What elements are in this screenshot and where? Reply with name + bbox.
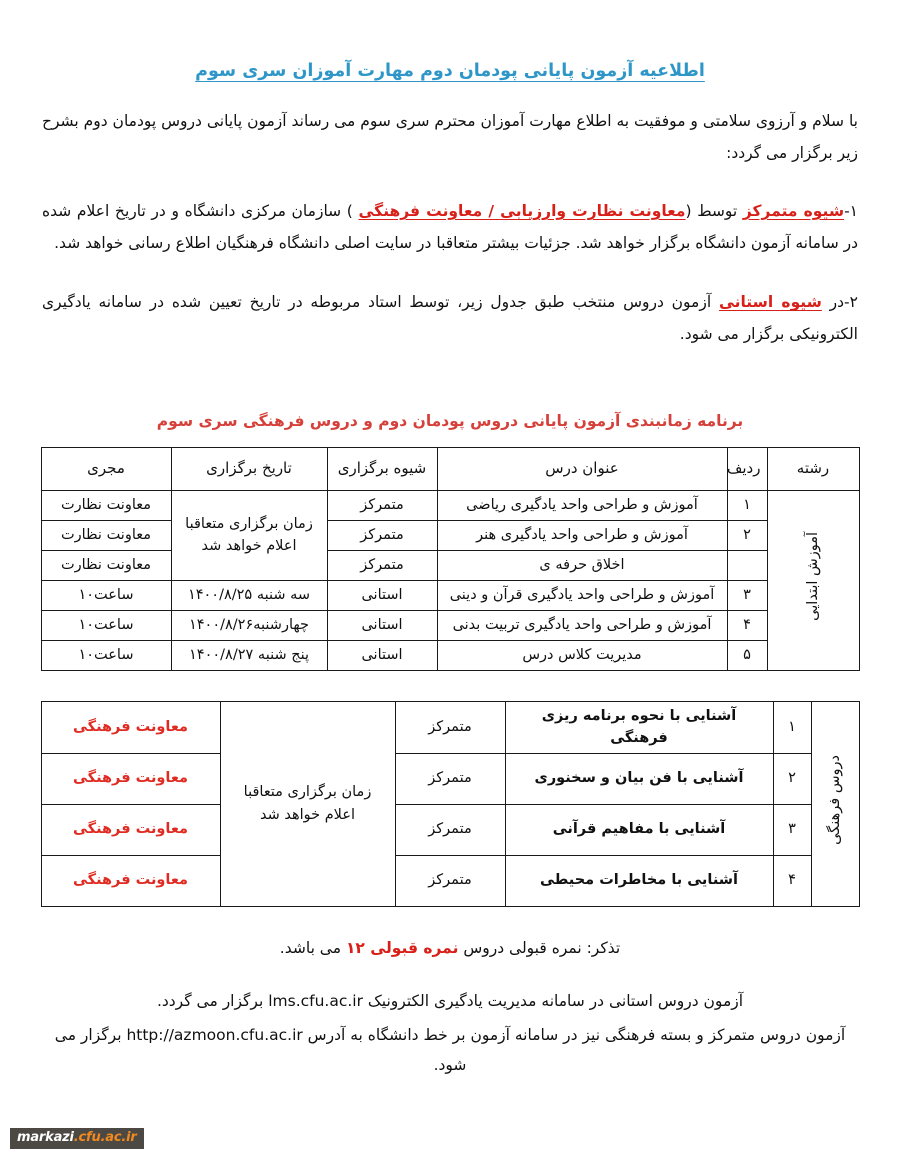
- cell-shiveh: متمرکز: [327, 490, 437, 520]
- cell-course-title: آشنایی با مخاطرات محیطی: [505, 855, 773, 906]
- table-row: [41, 550, 859, 580]
- cell-radif: ۱: [727, 490, 767, 520]
- cell-merged-date: زمان برگزاری متعاقبا اعلام خواهد شد: [171, 490, 327, 580]
- table-row: [41, 520, 859, 550]
- cell-radif: ۱: [773, 701, 811, 753]
- intro-text: با سلام و آرزوی سلامتی و موفقیت به اطلاع مهارت آموزان محترم سری سوم می رساند آزمون پایانی دروس پودمان دوم بشرح زیر برگزار می گردد:: [42, 112, 858, 163]
- cell-mojri: ساعت۱۰: [41, 640, 171, 670]
- cell-radif: ۲: [727, 520, 767, 550]
- table-spacer: [36, 671, 864, 701]
- cell-shiveh: متمرکز: [395, 804, 505, 855]
- cell-course-title: آموزش و طراحی واحد یادگیری ریاضی: [437, 490, 727, 520]
- group-label-amoozesh-ebtedaei: آموزش ابتدایی: [767, 490, 859, 670]
- cell-date: سه شنبه ۱۴۰۰/۸/۲۵: [171, 580, 327, 610]
- cell-course-title: آشنایی با نحوه برنامه ریزی فرهنگی: [505, 701, 773, 753]
- schedule-caption: برنامه زمانبندی آزمون پایانی دروس پودمان دوم و دروس فرهنگی سری سوم: [156, 411, 744, 430]
- header-reshteh: رشته: [767, 447, 859, 490]
- cell-merged-date: زمان برگزاری متعاقبا اعلام خواهد شد: [220, 701, 395, 906]
- table-row: [41, 701, 859, 753]
- azmoon-info-line: [36, 1016, 864, 1080]
- cell-radif: ۳: [727, 580, 767, 610]
- item1-highlight-moavenat: معاونت نظارت وارزیابی / معاونت فرهنگی: [358, 201, 686, 220]
- item2-paragraph: [36, 287, 864, 351]
- cell-mojri: معاونت نظارت: [41, 490, 171, 520]
- cell-mojri: معاونت فرهنگی: [41, 701, 220, 753]
- cell-date: پنج شنبه ۱۴۰۰/۸/۲۷: [171, 640, 327, 670]
- header-onvan-dars: عنوان درس: [437, 447, 727, 490]
- header-shiveh-bargozari: شیوه برگزاری: [327, 447, 437, 490]
- schedule-table-primary: [41, 447, 860, 671]
- cell-shiveh: استانی: [327, 610, 437, 640]
- note-prefix: تذکر: نمره قبولی دروس: [458, 938, 621, 957]
- item1-prefix: ۱-: [844, 201, 858, 220]
- cell-course-title: آموزش و طراحی واحد یادگیری تربیت بدنی: [437, 610, 727, 640]
- schedule-table-cultural: [41, 701, 860, 907]
- cell-shiveh: استانی: [327, 640, 437, 670]
- header-radif: ردیف: [727, 447, 767, 490]
- cell-mojri: ساعت۱۰: [41, 610, 171, 640]
- cell-mojri: معاونت فرهنگی: [41, 804, 220, 855]
- header-mojri: مجری: [41, 447, 171, 490]
- azmoon-url-link[interactable]: http://azmoon.cfu.ac.ir: [126, 1025, 303, 1044]
- lms-info-line: [36, 964, 864, 1016]
- cell-mojri: معاونت نظارت: [41, 550, 171, 580]
- table-row: [41, 640, 859, 670]
- cell-shiveh: متمرکز: [395, 701, 505, 753]
- cell-course-title: اخلاق حرفه ی: [437, 550, 727, 580]
- table-row: [41, 610, 859, 640]
- cell-shiveh: متمرکز: [327, 550, 437, 580]
- cell-shiveh: استانی: [327, 580, 437, 610]
- item1-mid1: توسط (: [685, 201, 743, 220]
- page-title: اطلاعیه آزمون پایانی پودمان دوم مهارت آموزان سری سوم: [195, 61, 705, 81]
- cell-shiveh: متمرکز: [395, 855, 505, 906]
- azmoon-suffix: برگزار می شود.: [54, 1025, 467, 1075]
- azmoon-prefix: آزمون دروس متمرکز و بسته فرهنگی نیز در سامانه آزمون بر خط دانشگاه به آدرس: [302, 1025, 846, 1044]
- cell-radif: ۵: [727, 640, 767, 670]
- lms-suffix: برگزار می گردد.: [156, 991, 269, 1010]
- cell-mojri: معاونت فرهنگی: [41, 855, 220, 906]
- item1-rest: ) سازمان مرکزی دانشگاه و در تاریخ اعلام شده در سامانه آزمون دانشگاه برگزار خواهد شد. جزئیات بیشتر متعاقبا در سایت اصلی دانشگاه فرهنگیان اطلاع رسانی خواهد شد.: [42, 201, 858, 252]
- item2-highlight-ostani: شیوه استانی: [718, 293, 822, 312]
- cell-radif: ۴: [727, 610, 767, 640]
- item2-rest: آزمون دروس منتخب طبق جدول زیر، توسط استاد مربوطه در تاریخ تعیین شده در سامانه یادگیری الکترونیکی برگزار می شود.: [42, 293, 858, 344]
- intro-paragraph: [36, 106, 864, 170]
- item1-paragraph: [36, 196, 864, 260]
- cell-course-title: آشنایی با فن بیان و سخنوری: [505, 753, 773, 804]
- table-row: [41, 753, 859, 804]
- cell-mojri: معاونت فرهنگی: [41, 753, 220, 804]
- cell-mojri: معاونت نظارت: [41, 520, 171, 550]
- table-row: [41, 580, 859, 610]
- watermark-part-domain: .cfu.ac.ir: [73, 1129, 137, 1145]
- lms-prefix: آزمون دروس استانی در سامانه مدیریت یادگیری الکترونیک: [362, 991, 744, 1010]
- note-highlight-grade: نمره قبولی ۱۲: [345, 938, 459, 957]
- cell-course-title: مدیریت کلاس درس: [437, 640, 727, 670]
- item2-prefix: ۲-در: [821, 293, 858, 312]
- cell-course-title: آموزش و طراحی واحد یادگیری هنر: [437, 520, 727, 550]
- cell-mojri: ساعت۱۰: [41, 580, 171, 610]
- table-row: [41, 855, 859, 906]
- group-label-doroos-farhangi: دروس فرهنگی: [811, 701, 859, 906]
- note-suffix: می باشد.: [279, 938, 346, 957]
- watermark-part-markazi: markazi: [17, 1129, 74, 1145]
- item1-highlight-motemarkez: شیوه متمرکز: [742, 201, 845, 220]
- table-row: [41, 490, 859, 520]
- cell-shiveh: متمرکز: [395, 753, 505, 804]
- cell-radif: ۴: [773, 855, 811, 906]
- cell-date: چهارشنبه۱۴۰۰/۸/۲۶: [171, 610, 327, 640]
- lms-url-link[interactable]: lms.cfu.ac.ir: [268, 991, 363, 1010]
- cell-radif: ۲: [773, 753, 811, 804]
- table-header-row: [41, 447, 859, 490]
- site-watermark: [10, 1128, 144, 1149]
- cell-radif: ۳: [773, 804, 811, 855]
- cell-radif: [727, 550, 767, 580]
- table-row: [41, 804, 859, 855]
- passing-grade-note: [36, 907, 864, 964]
- cell-shiveh: متمرکز: [327, 520, 437, 550]
- cell-course-title: آشنایی با مفاهیم قرآنی: [505, 804, 773, 855]
- cell-course-title: آموزش و طراحی واحد یادگیری قرآن و دینی: [437, 580, 727, 610]
- header-tarikh-bargozari: تاریخ برگزاری: [171, 447, 327, 490]
